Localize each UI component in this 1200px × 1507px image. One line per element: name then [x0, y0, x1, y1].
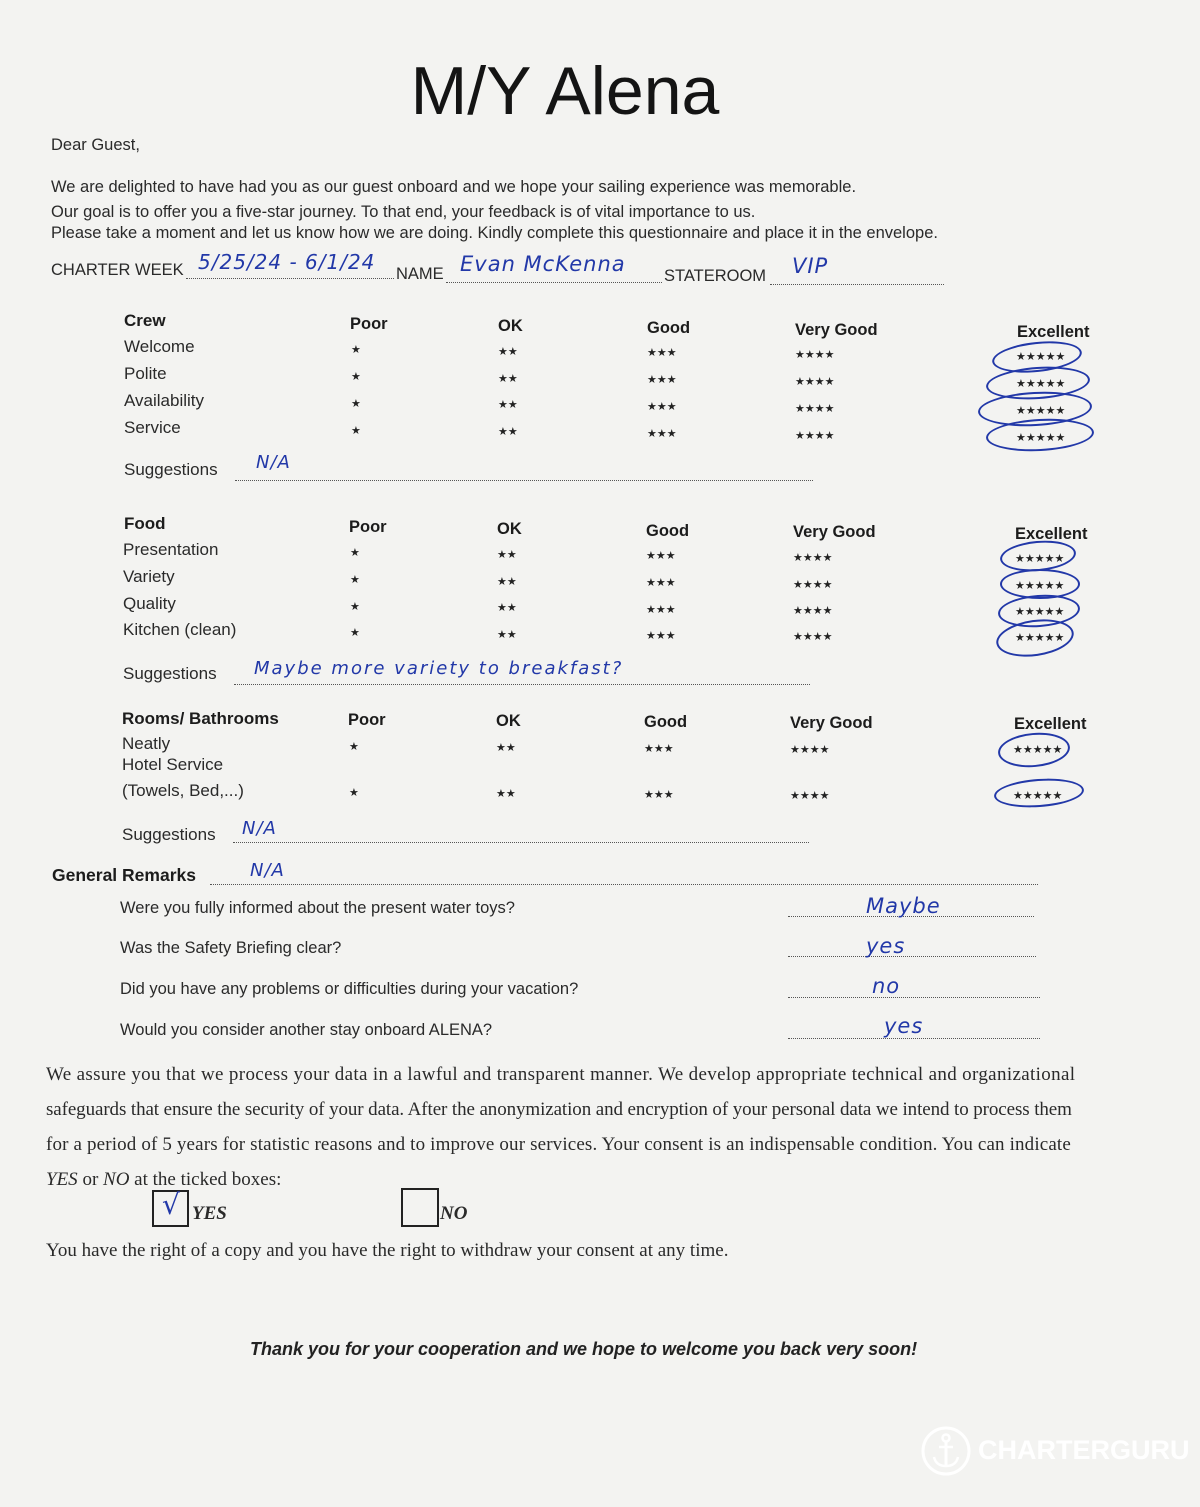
rating-option-ok[interactable]: ★★ — [498, 346, 518, 358]
food-row-label: Variety — [123, 567, 175, 586]
rating-option-very-good[interactable]: ★★★★ — [793, 579, 833, 591]
rating-option-poor[interactable]: ★ — [351, 371, 361, 383]
rating-option-ok[interactable]: ★★ — [498, 373, 518, 385]
rating-option-excellent[interactable]: ★★★★★ — [1016, 432, 1066, 444]
intro-line-2: Our goal is to offer you a five-star journey. To that end, your feedback is of vital importance to us. — [51, 203, 756, 221]
watermark-text: CHARTERGURU — [978, 1435, 1190, 1465]
check-icon: √ — [162, 1188, 181, 1221]
rating-option-very-good[interactable]: ★★★★ — [795, 376, 835, 388]
food-col-ok: OK — [497, 520, 522, 538]
intro-line-1: We are delighted to have had you as our guest onboard and we hope your sailing experience was memorable. — [51, 178, 857, 196]
rating-option-good[interactable]: ★★★ — [647, 428, 677, 440]
rating-option-ok[interactable]: ★★ — [497, 602, 517, 614]
rating-option-very-good[interactable]: ★★★★ — [790, 744, 830, 756]
rating-option-excellent[interactable]: ★★★★★ — [1016, 378, 1066, 390]
question-text: Would you consider another stay onboard ALENA? — [120, 1021, 493, 1039]
food-suggestions-field[interactable]: Maybe more variety to breakfast? — [254, 658, 624, 679]
question-text: Was the Safety Briefing clear? — [120, 939, 342, 957]
crew-row-label: Polite — [124, 364, 167, 383]
food-section-title: Food — [124, 514, 166, 533]
food-suggestions-label: Suggestions — [123, 664, 217, 683]
food-col-good: Good — [646, 522, 690, 540]
rating-option-very-good[interactable]: ★★★★ — [795, 349, 835, 361]
name-label: NAME — [396, 265, 444, 283]
rating-option-poor[interactable]: ★ — [349, 741, 359, 753]
greeting: Dear Guest, — [51, 136, 140, 154]
general-remarks-field[interactable]: N/A — [250, 860, 285, 881]
rating-option-excellent[interactable]: ★★★★★ — [1016, 351, 1066, 363]
rating-option-very-good[interactable]: ★★★★ — [793, 552, 833, 564]
charter-week-line — [186, 278, 394, 279]
selection-circle — [993, 776, 1085, 810]
answer-line — [788, 997, 1040, 998]
question-text: Did you have any problems or difficulties during your vacation? — [120, 980, 579, 998]
answer-line — [788, 956, 1036, 957]
legal-line-3: for a period of 5 years for statistic reasons and to improve our services. Your consent is an indispensable condition. You can indicate — [46, 1134, 1071, 1155]
crew-section-title: Crew — [124, 311, 166, 330]
crew-row-label: Service — [124, 418, 181, 437]
thanks-message: Thank you for your cooperation and we hope to welcome you back very soon! — [250, 1339, 918, 1359]
food-col-poor: Poor — [349, 518, 387, 536]
crew-row-label: Welcome — [124, 337, 195, 356]
rooms-row-label-detail: (Towels, Bed,...) — [122, 781, 244, 800]
rating-option-excellent[interactable]: ★★★★★ — [1015, 632, 1065, 644]
rating-option-poor[interactable]: ★ — [350, 601, 360, 613]
rating-option-poor[interactable]: ★ — [351, 398, 361, 410]
rooms-section-title: Rooms/ Bathrooms — [122, 709, 279, 728]
rating-option-very-good[interactable]: ★★★★ — [795, 430, 835, 442]
stateroom-line — [770, 284, 944, 285]
legal-line-4-rest: at the ticked boxes: — [134, 1169, 282, 1190]
rating-option-very-good[interactable]: ★★★★ — [793, 631, 833, 643]
legal-or-word: or — [82, 1169, 99, 1190]
rating-option-ok[interactable]: ★★ — [497, 576, 517, 588]
rating-option-excellent[interactable]: ★★★★★ — [1015, 580, 1065, 592]
rating-option-excellent[interactable]: ★★★★★ — [1016, 405, 1066, 417]
rating-option-excellent[interactable]: ★★★★★ — [1015, 553, 1065, 565]
crew-col-excellent: Excellent — [1017, 323, 1090, 341]
anchor-icon — [920, 1425, 972, 1477]
rooms-col-very-good: Very Good — [790, 714, 873, 732]
general-remarks-label: General Remarks — [52, 865, 196, 885]
charter-week-label: CHARTER WEEK — [51, 261, 184, 279]
rating-option-excellent[interactable]: ★★★★★ — [1013, 744, 1063, 756]
consent-yes-checkbox[interactable] — [152, 1190, 189, 1227]
rooms-col-excellent: Excellent — [1014, 715, 1087, 733]
food-suggestions-line — [234, 684, 810, 685]
name-field[interactable]: Evan McKenna — [460, 252, 626, 276]
rating-option-poor[interactable]: ★ — [350, 627, 360, 639]
legal-copy-right: You have the right of a copy and you have the right to withdraw your consent at any time. — [46, 1240, 729, 1261]
crew-col-ok: OK — [498, 317, 523, 335]
rating-option-good[interactable]: ★★★ — [644, 789, 674, 801]
rating-option-good[interactable]: ★★★ — [647, 374, 677, 386]
rating-option-very-good[interactable]: ★★★★ — [793, 605, 833, 617]
answer-field[interactable]: yes — [884, 1014, 924, 1038]
rating-option-ok[interactable]: ★★ — [497, 629, 517, 641]
crew-col-good: Good — [647, 319, 691, 337]
rating-option-excellent[interactable]: ★★★★★ — [1015, 606, 1065, 618]
name-line — [446, 282, 662, 283]
consent-yes-label: YES — [192, 1203, 227, 1224]
legal-yes-word: YES — [46, 1169, 78, 1190]
rating-option-good[interactable]: ★★★ — [647, 347, 677, 359]
selection-circle — [997, 730, 1072, 770]
food-row-label: Quality — [123, 594, 176, 613]
rooms-col-poor: Poor — [348, 711, 386, 729]
legal-line-1: We assure you that we process your data in a lawful and transparent manner. We develop appropriate technical and organizational — [46, 1064, 1076, 1085]
crew-suggestions-field[interactable]: N/A — [256, 452, 291, 473]
rating-option-poor[interactable]: ★ — [351, 425, 361, 437]
legal-no-word: NO — [103, 1169, 130, 1190]
rating-option-very-good[interactable]: ★★★★ — [790, 790, 830, 802]
intro-line-3: Please take a moment and let us know how we are doing. Kindly complete this questionnaire and place it in the envelope. — [51, 224, 938, 242]
consent-no-label: NO — [440, 1203, 468, 1224]
rating-option-very-good[interactable]: ★★★★ — [795, 403, 835, 415]
stateroom-field[interactable]: VIP — [792, 254, 829, 278]
food-row-label: Kitchen (clean) — [123, 620, 237, 639]
rooms-col-ok: OK — [496, 712, 521, 730]
rating-option-good[interactable]: ★★★ — [644, 743, 674, 755]
rating-option-ok[interactable]: ★★ — [498, 426, 518, 438]
crew-row-label: Availability — [124, 391, 205, 410]
rooms-suggestions-label: Suggestions — [122, 825, 216, 844]
answer-line — [788, 1038, 1040, 1039]
rooms-row-label: Hotel Service — [122, 755, 224, 774]
rating-option-poor[interactable]: ★ — [350, 574, 360, 586]
charter-week-field[interactable]: 5/25/24 - 6/1/24 — [198, 250, 376, 274]
rating-option-good[interactable]: ★★★ — [646, 577, 676, 589]
food-row-label: Presentation — [123, 540, 219, 559]
rating-option-good[interactable]: ★★★ — [646, 630, 676, 642]
rating-option-poor[interactable]: ★ — [349, 787, 359, 799]
general-remarks-line — [210, 884, 1038, 885]
rooms-row-label: Neatly — [122, 734, 171, 753]
rating-option-good[interactable]: ★★★ — [646, 604, 676, 616]
food-col-excellent: Excellent — [1015, 525, 1088, 543]
rating-option-ok[interactable]: ★★ — [496, 742, 516, 754]
food-col-very-good: Very Good — [793, 523, 876, 541]
crew-suggestions-label: Suggestions — [124, 460, 218, 479]
answer-field[interactable]: yes — [866, 934, 906, 958]
rating-option-poor[interactable]: ★ — [350, 547, 360, 559]
crew-col-poor: Poor — [350, 315, 388, 333]
rating-option-excellent[interactable]: ★★★★★ — [1013, 790, 1063, 802]
answer-field[interactable]: Maybe — [866, 894, 941, 918]
rooms-col-good: Good — [644, 713, 688, 731]
crew-col-very-good: Very Good — [795, 321, 878, 339]
legal-line-2: safeguards that ensure the security of your data. After the anonymization and encryption of your personal data we intend to process them — [46, 1099, 1072, 1120]
rating-option-ok[interactable]: ★★ — [497, 549, 517, 561]
question-text: Were you fully informed about the present water toys? — [120, 899, 515, 917]
page-title: M/Y Alena — [410, 53, 720, 129]
consent-no-checkbox[interactable] — [401, 1188, 439, 1227]
crew-suggestions-line — [235, 480, 813, 481]
rating-option-poor[interactable]: ★ — [351, 344, 361, 356]
rating-option-good[interactable]: ★★★ — [647, 401, 677, 413]
rooms-suggestions-field[interactable]: N/A — [242, 818, 277, 839]
rooms-suggestions-line — [233, 842, 809, 843]
rating-option-good[interactable]: ★★★ — [646, 550, 676, 562]
rating-option-ok[interactable]: ★★ — [498, 399, 518, 411]
stateroom-label: STATEROOM — [664, 267, 767, 285]
rating-option-ok[interactable]: ★★ — [496, 788, 516, 800]
answer-field[interactable]: no — [872, 974, 901, 998]
